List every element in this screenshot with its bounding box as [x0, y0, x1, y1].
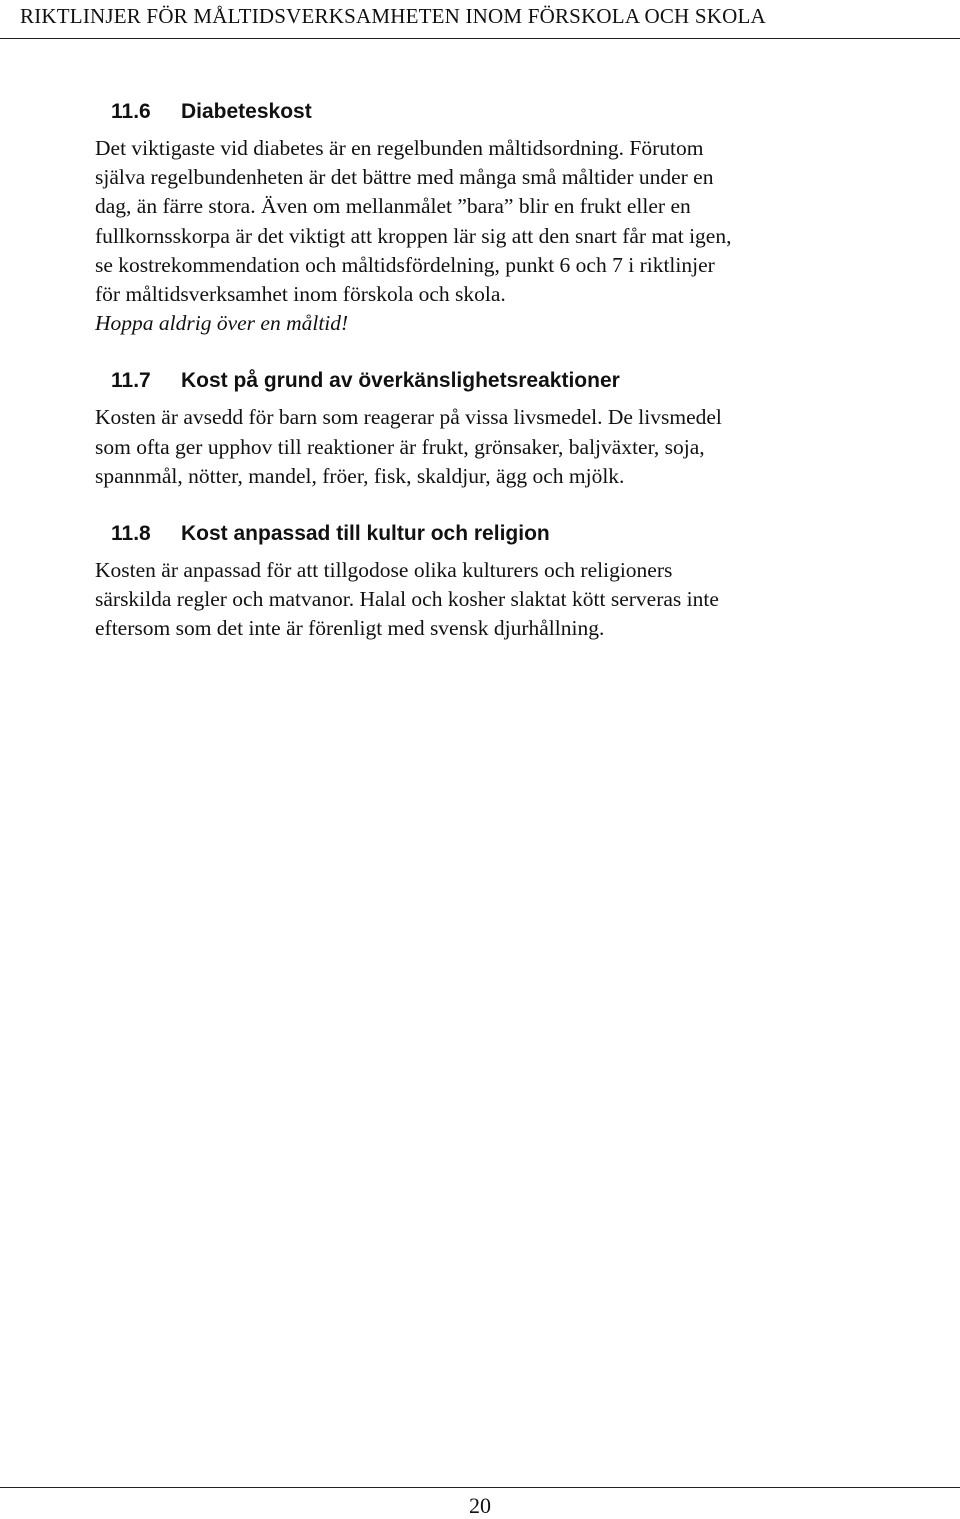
text-line: se kostrekommendation och måltidsfördelning, punkt 6 och 7 i riktlinjer [95, 252, 715, 277]
section-paragraph [95, 134, 855, 338]
emphasis-line: Hoppa aldrig över en måltid! [95, 311, 349, 336]
section-title: Kost anpassad till kultur och religion [181, 522, 550, 546]
section-diabeteskost [95, 96, 855, 338]
document-body [95, 96, 855, 671]
section-heading [111, 518, 855, 550]
text-line: för måltidsverksamhet inom förskola och skola. [95, 282, 506, 307]
section-paragraph [95, 403, 855, 491]
text-line: som ofta ger upphov till reaktioner är frukt, grönsaker, baljväxter, soja, [95, 434, 705, 459]
text-line: fullkornsskorpa är det viktigt att kroppen lär sig att den snart får mat igen, [95, 223, 732, 248]
section-heading [111, 365, 855, 397]
section-heading [111, 96, 855, 128]
section-title: Kost på grund av överkänslighetsreaktioner [181, 369, 620, 393]
running-header: RIKTLINJER FÖR MÅLTIDSVERKSAMHETEN INOM FÖRSKOLA OCH SKOLA [20, 4, 766, 28]
text-line: Kosten är anpassad för att tillgodose olika kulturers och religioners [95, 558, 673, 583]
page-number: 20 [469, 1493, 491, 1518]
section-overkanslighet [95, 365, 855, 491]
section-kultur-religion [95, 518, 855, 644]
section-number: 11.8 [111, 522, 151, 546]
section-paragraph [95, 556, 855, 644]
text-line: Kosten är avsedd för barn som reagerar på vissa livsmedel. De livsmedel [95, 405, 722, 430]
text-line: eftersom som det inte är förenligt med svensk djurhållning. [95, 616, 605, 641]
section-number: 11.6 [111, 100, 151, 123]
text-line: spannmål, nötter, mandel, fröer, fisk, skaldjur, ägg och mjölk. [95, 463, 625, 488]
section-title: Diabeteskost [181, 100, 312, 123]
text-line: själva regelbundenheten är det bättre med många små måltider under en [95, 165, 714, 190]
text-line: Det viktigaste vid diabetes är en regelbunden måltidsordning. Förutom [95, 136, 704, 160]
footer-rule [0, 1487, 960, 1488]
text-line: dag, än färre stora. Även om mellanmålet ”bara” blir en frukt eller en [95, 194, 691, 219]
section-number: 11.7 [111, 369, 151, 393]
text-line: särskilda regler och matvanor. Halal och kosher slaktat kött serveras inte [95, 587, 719, 612]
header-rule [0, 38, 960, 39]
